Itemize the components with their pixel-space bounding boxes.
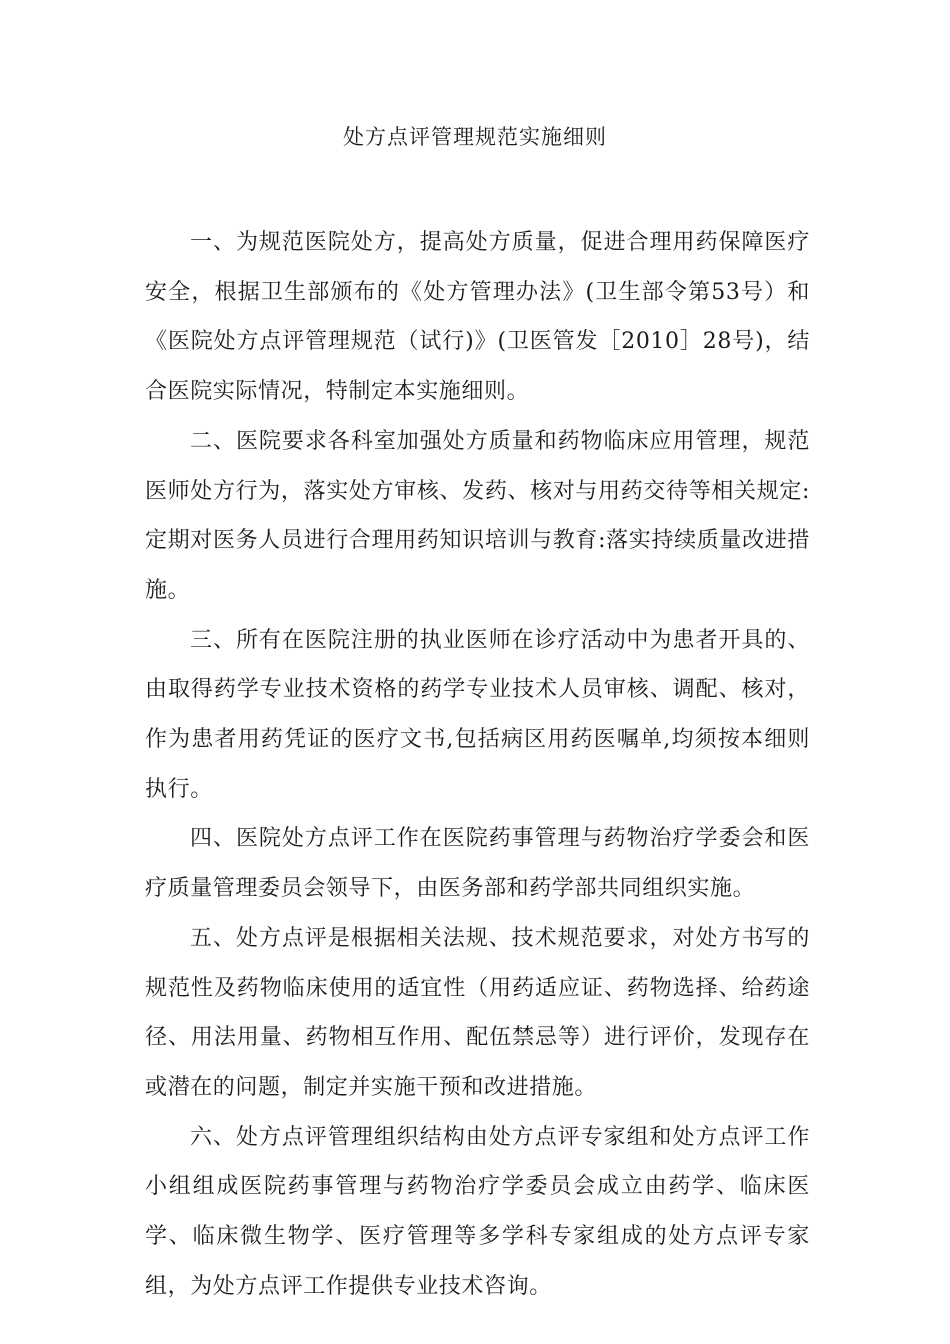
paragraph-3: 三、所有在医院注册的执业医师在诊疗活动中为患者开具的、由取得药学专业技术资格的药学专业技术人员审核、调配、核对，作为患者用药凭证的医疗文书,包括病区用药医嘱单,均须按本细则执行。 (145, 627, 810, 802)
paragraph-4: 四、医院处方点评工作在医院药事管理与药物治疗学委会和医疗质量管理委员会领导下，由医务部和药学部共同组织实施。 (145, 826, 810, 902)
paragraph-6: 六、处方点评管理组织结构由处方点评专家组和处方点评工作小组组成医院药事管理与药物治疗学委员会成立由药学、临床医学、临床微生物学、医疗管理等多学科专家组成的处方点评专家组，为处方点评工作提供专业技术咨询。 (145, 1124, 810, 1299)
paragraph-1: 一、为规范医院处方，提高处方质量，促进合理用药保障医疗安全，根据卫生部颁布的《处方管理办法》(卫生部令第53号）和《医院处方点评管理规范（试行)》(卫医管发［2010］28号)，结合医院实际情况，特制定本实施细则。 (145, 230, 810, 405)
document-title: 处方点评管理规范实施细则 (343, 125, 607, 149)
document-body (145, 218, 810, 1311)
paragraph-2: 二、医院要求各科室加强处方质量和药物临床应用管理，规范医师处方行为，落实处方审核、发药、核对与用药交待等相关规定:定期对医务人员进行合理用药知识培训与教育:落实持续质量改进措施。 (145, 428, 810, 603)
paragraph-5: 五、处方点评是根据相关法规、技术规范要求，对处方书写的规范性及药物临床使用的适宜性（用药适应证、药物选择、给药途径、用法用量、药物相互作用、配伍禁忌等）进行评价，发现存在或潜在的问题，制定并实施干预和改进措施。 (145, 925, 810, 1100)
